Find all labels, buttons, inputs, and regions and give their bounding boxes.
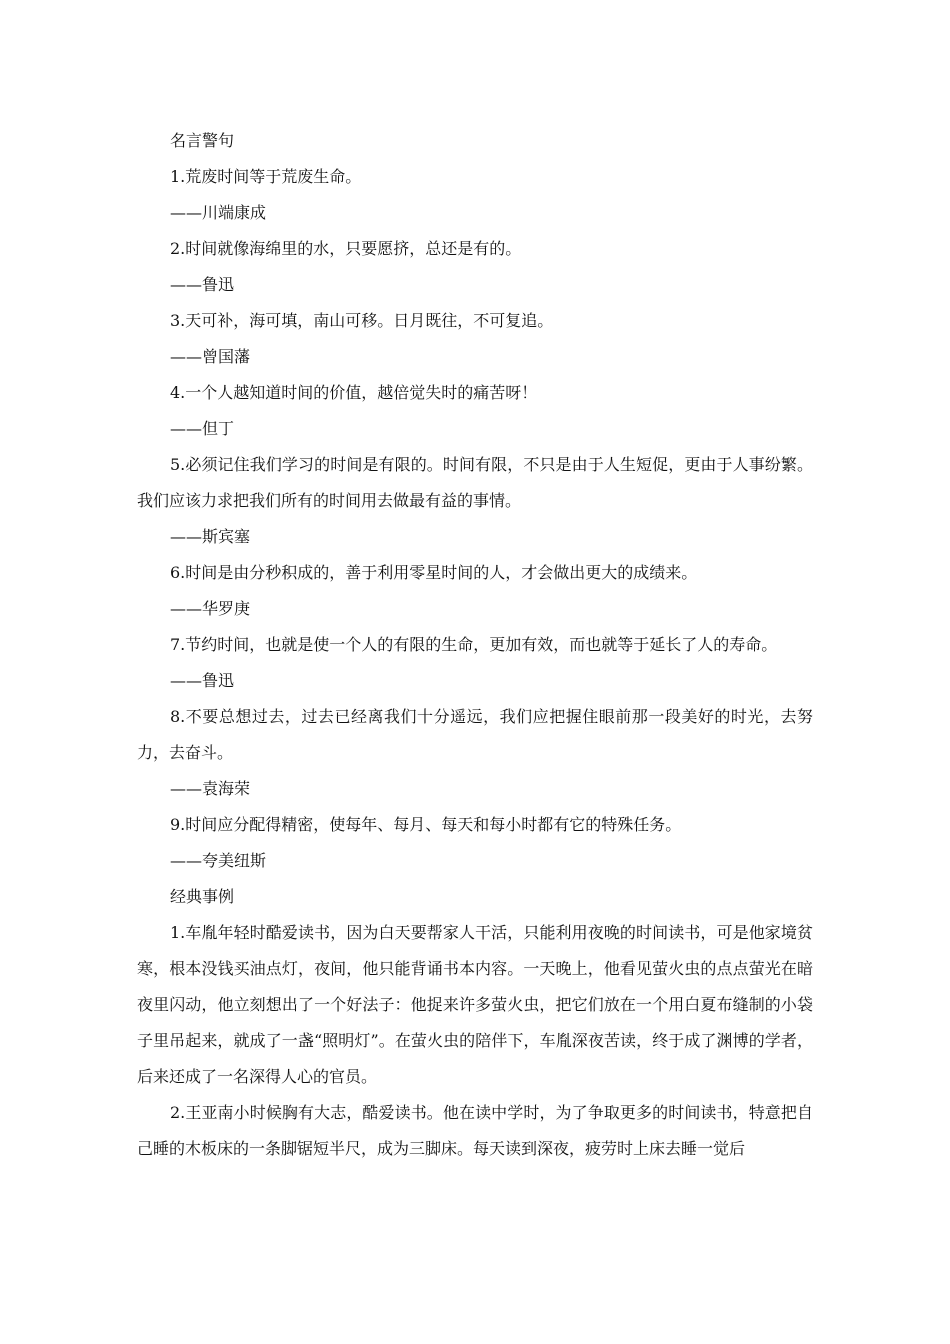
- quote-5-author: ——斯宾塞: [170, 527, 251, 546]
- quote-8-author: ——袁海荣: [170, 779, 251, 798]
- quote-9-author: ——夸美纽斯: [170, 851, 267, 870]
- example-2: 2.王亚南小时候胸有大志，酷爱读书。他在读中学时，为了争取更多的时间读书，特意把自己睡的木板床的一条脚锯短半尺，成为三脚床。每天读到深夜，疲劳时上床去睡一觉后: [137, 1103, 813, 1158]
- example-1: 1.车胤年轻时酷爱读书，因为白天要帮家人干活，只能利用夜晚的时间读书，可是他家境贫寒，根本没钱买油点灯，夜间，他只能背诵书本内容。一天晚上，他看见萤火虫的点点萤光在暗夜里闪动，他立刻想出了一个好法子：他捉来许多萤火虫，把它们放在一个用白夏布缝制的小袋子里吊起来，就成了一盏“照明灯”。在萤火虫的陪伴下，车胤深夜苦读，终于成了渊博的学者，后来还成了一名深得人心的官员。: [137, 923, 813, 1086]
- quote-1-text: 1.荒废时间等于荒废生命。: [170, 167, 362, 186]
- section-title-examples: 经典事例: [170, 887, 235, 906]
- quote-9-text: 9.时间应分配得精密，使每年、每月、每天和每小时都有它的特殊任务。: [170, 815, 682, 834]
- quote-6-text: 6.时间是由分秒积成的，善于利用零星时间的人，才会做出更大的成绩来。: [170, 563, 698, 582]
- quote-4-author: ——但丁: [170, 419, 235, 438]
- quote-2-author: ——鲁迅: [170, 275, 235, 294]
- quote-5-text: 5.必须记住我们学习的时间是有限的。时间有限，不只是由于人生短促，更由于人事纷繁。我们应该力求把我们所有的时间用去做最有益的事情。: [137, 455, 813, 510]
- quote-3-text: 3.天可补，海可填，南山可移。日月既往，不可复追。: [170, 311, 554, 330]
- quote-7-author: ——鲁迅: [170, 671, 235, 690]
- quote-2-text: 2.时间就像海绵里的水，只要愿挤，总还是有的。: [170, 239, 522, 258]
- quote-3-author: ——曾国藩: [170, 347, 251, 366]
- document-body: [137, 123, 813, 1167]
- quote-1-author: ——川端康成: [170, 203, 267, 222]
- quote-7-text: 7.节约时间，也就是使一个人的有限的生命，更加有效，而也就等于延长了人的寿命。: [170, 635, 778, 654]
- section-title-quotes: 名言警句: [170, 131, 235, 150]
- quote-8-text: 8.不要总想过去，过去已经离我们十分遥远，我们应把握住眼前那一段美好的时光，去努力，去奋斗。: [137, 707, 813, 762]
- quote-6-author: ——华罗庚: [170, 599, 251, 618]
- quote-4-text: 4.一个人越知道时间的价值，越倍觉失时的痛苦呀！: [170, 383, 538, 402]
